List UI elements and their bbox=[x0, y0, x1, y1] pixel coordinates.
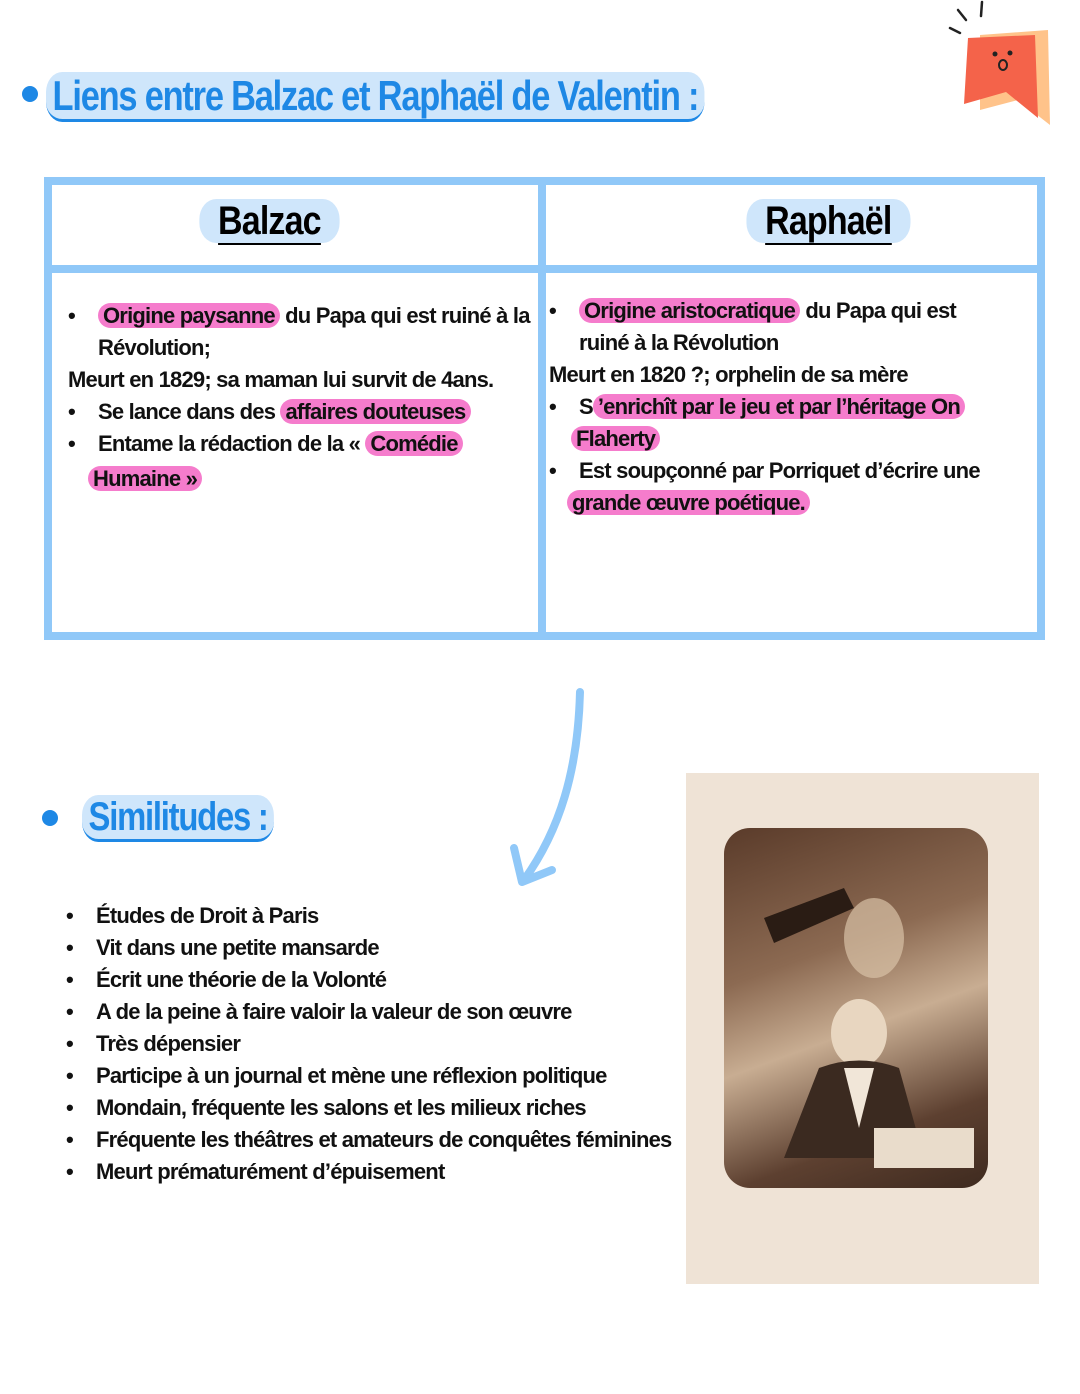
writer-figure-icon bbox=[724, 828, 988, 1188]
text-line bbox=[549, 487, 1029, 519]
header-balzac-text: Balzac bbox=[218, 199, 321, 243]
text: Se lance dans des bbox=[98, 399, 281, 424]
raphael-cell bbox=[549, 295, 1029, 519]
portrait-image bbox=[724, 828, 988, 1188]
highlight: Origine aristocratique bbox=[579, 298, 800, 323]
text: du Papa qui est bbox=[800, 298, 956, 323]
comparison-table bbox=[44, 177, 1045, 640]
bookmark-logo-icon bbox=[940, 0, 1060, 130]
list-item: • Vit dans une petite mansarde bbox=[66, 932, 672, 964]
list-item: • Études de Droit à Paris bbox=[66, 900, 672, 932]
highlight: grande œuvre poétique. bbox=[567, 490, 810, 515]
text: ruiné à la Révolution bbox=[579, 330, 779, 355]
title-bullet bbox=[22, 86, 38, 102]
similitudes-list bbox=[66, 900, 672, 1188]
highlight: Humaine » bbox=[88, 466, 202, 491]
list-item bbox=[68, 396, 538, 428]
highlight: ’enrichît par le jeu et par l’héritage On bbox=[593, 394, 965, 419]
text-line bbox=[68, 463, 538, 495]
list-item bbox=[68, 428, 538, 460]
highlight: affaires douteuses bbox=[280, 399, 470, 424]
text: Meurt en 1820 ?; orphelin de sa mère bbox=[549, 362, 908, 387]
list-item: • Très dépensier bbox=[66, 1028, 672, 1060]
similitudes-bullet bbox=[42, 810, 58, 826]
text-line bbox=[549, 423, 1029, 455]
list-item: • Écrit une théorie de la Volonté bbox=[66, 964, 672, 996]
text: S bbox=[579, 394, 593, 419]
page-title bbox=[46, 72, 705, 120]
highlight: Comédie bbox=[365, 431, 462, 456]
list-item bbox=[549, 391, 1029, 423]
text: Révolution; bbox=[98, 335, 211, 360]
list-item bbox=[68, 300, 538, 332]
list-item: • Mondain, fréquente les salons et les milieux riches bbox=[66, 1092, 672, 1124]
arrow-down-icon bbox=[500, 680, 600, 900]
column-divider bbox=[538, 185, 546, 632]
balzac-cell bbox=[68, 300, 538, 495]
header-raphael-text: Raphaël bbox=[765, 199, 892, 243]
page-title-text: Liens entre Balzac et Raphaël de Valentin : bbox=[46, 72, 705, 122]
text: du Papa qui est ruiné à la bbox=[279, 303, 530, 328]
text: Entame la rédaction de la « bbox=[98, 431, 366, 456]
highlight: Flaherty bbox=[571, 426, 660, 451]
text: Meurt en 1829; sa maman lui survit de 4ans. bbox=[68, 367, 494, 392]
list-item: • Participe à un journal et mène une réflexion politique bbox=[66, 1060, 672, 1092]
list-item: • Est soupçonné par Porriquet d’écrire une bbox=[549, 455, 1029, 487]
list-item: • Fréquente les théâtres et amateurs de conquêtes féminines bbox=[66, 1124, 672, 1156]
header-balzac bbox=[199, 199, 339, 244]
list-item: • Meurt prématurément d’épuisement bbox=[66, 1156, 672, 1188]
header-raphael bbox=[746, 199, 910, 244]
similitudes-title bbox=[82, 795, 274, 840]
list-item: • A de la peine à faire valoir la valeur de son œuvre bbox=[66, 996, 672, 1028]
similitudes-title-text: Similitudes : bbox=[82, 795, 274, 842]
list-item bbox=[549, 295, 1029, 327]
highlight: Origine paysanne bbox=[98, 303, 280, 328]
portrait-illustration bbox=[686, 773, 1039, 1284]
